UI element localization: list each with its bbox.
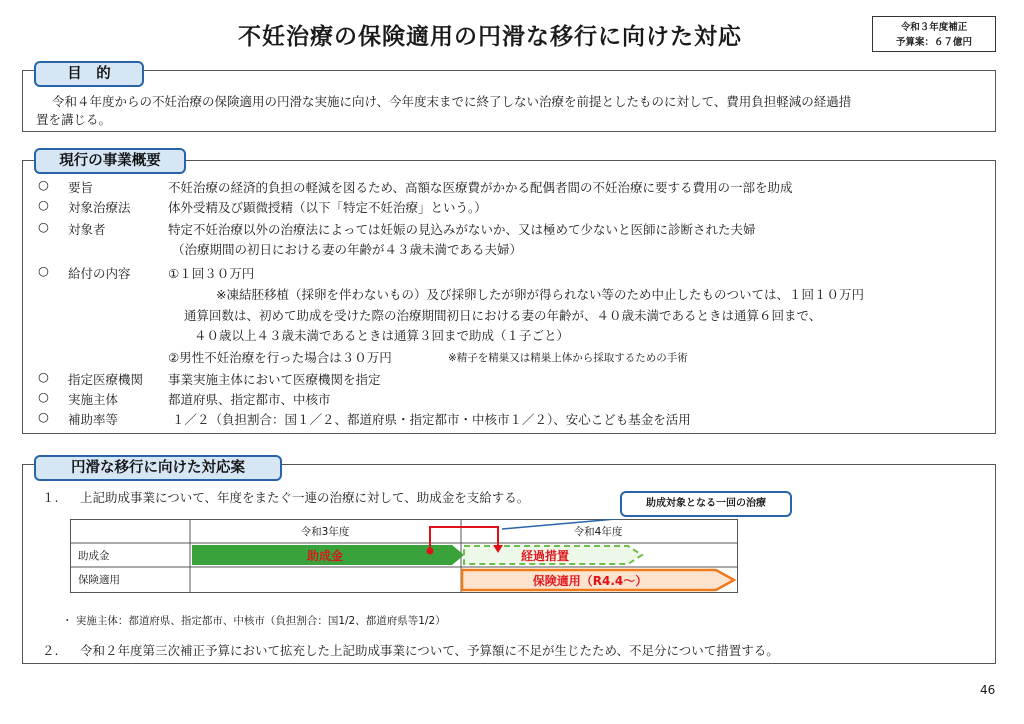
benefit-note-3: ４０歳以上４３歳未満であるときは通算３回まで助成（１子ごと） bbox=[194, 328, 570, 343]
overview-value-subsidy: １／２（負担割合：国１／２、都道府県・指定都市・中核市１／２）、安心こども基金を活用 bbox=[172, 412, 691, 427]
diagram-row-grant-label: 助成金 bbox=[78, 550, 110, 562]
grant-arrow-label: 助成金 bbox=[306, 549, 344, 563]
overview-value-treatment: 体外受精及び顕微授精（以下「特定不妊治療」という。） bbox=[168, 200, 487, 215]
male-benefit-note: ※精子を精巣又は精巣上体から採取するための手術 bbox=[448, 352, 688, 364]
bullet-circle: ○ bbox=[38, 197, 49, 212]
transition-arrow-label: 経過措置 bbox=[520, 549, 570, 563]
overview-value-target-2: （治療期間の初日における妻の年齢が４３歳未満である夫婦） bbox=[172, 242, 523, 257]
implementer-note: ・ 実施主体：都道府県、指定都市、中核市（負担割合：国1/2、都道府県等1/2） bbox=[62, 615, 446, 627]
transition-tab: 円滑な移行に向けた対応案 bbox=[34, 455, 282, 481]
transition-item-2-number: ２. bbox=[42, 643, 59, 658]
purpose-text-line-1: 令和４年度からの不妊治療の保険適用の円滑な実施に向け、今年度末までに終了しない治療を前提としたものに対して、費用負担軽減の経過措 bbox=[52, 94, 852, 109]
transition-diagram bbox=[70, 519, 738, 593]
budget-line-2: 予算案：６７億円 bbox=[895, 37, 972, 48]
overview-tab: 現行の事業概要 bbox=[34, 148, 186, 174]
overview-value-target: 特定不妊治療以外の治療法によっては妊娠の見込みがないか、又は極めて少ないと医師に診断された夫婦 bbox=[168, 222, 756, 237]
budget-box bbox=[872, 16, 996, 52]
callout-one-treatment: 助成対象となる一回の治療 bbox=[620, 491, 792, 517]
transition-item-1-number: １. bbox=[42, 490, 59, 505]
overview-label-facility: 指定医療機関 bbox=[68, 372, 144, 387]
overview-label-treatment: 対象治療法 bbox=[68, 200, 131, 215]
purpose-tab: 目 的 bbox=[34, 61, 144, 87]
insurance-arrow-label: 保険適用（R4.4～） bbox=[532, 574, 648, 588]
purpose-text-line-2: 置を講じる。 bbox=[36, 112, 112, 127]
benefit-note-2: 通算回数は、初めて助成を受けた際の治療期間初日における妻の年齢が、４０歳未満であるときは通算６回まで、 bbox=[184, 308, 822, 323]
diagram-year-1: 令和3年度 bbox=[300, 526, 350, 538]
diagram-row-insurance-label: 保険適用 bbox=[78, 574, 120, 586]
bullet-circle: ○ bbox=[38, 369, 49, 384]
transition-item-2: 令和２年度第三次補正予算において拡充した上記助成事業について、予算額に不足が生じたため、不足分について措置する。 bbox=[80, 643, 779, 658]
transition-item-1: 上記助成事業について、年度をまたぐ一連の治療に対して、助成金を支給する。 bbox=[80, 490, 530, 505]
overview-value-summary: 不妊治療の経済的負担の軽減を図るため、高額な医療費がかかる配偶者間の不妊治療に要する費用の一部を助成 bbox=[168, 180, 793, 195]
budget-line-1: 令和３年度補正 bbox=[900, 22, 968, 33]
overview-label-summary: 要旨 bbox=[68, 180, 94, 195]
bullet-circle: ○ bbox=[38, 263, 49, 278]
overview-label-target: 対象者 bbox=[68, 222, 106, 237]
diagram-year-2: 令和4年度 bbox=[573, 526, 623, 538]
bullet-circle: ○ bbox=[38, 219, 49, 234]
benefit-note-1: ※凍結胚移植（採卵を伴わないもの）及び採卵したが卵が得られない等のため中止したものついては、１回１０万円 bbox=[216, 287, 864, 302]
overview-value-implementer: 都道府県、指定都市、中核市 bbox=[168, 392, 331, 407]
bullet-circle: ○ bbox=[38, 177, 49, 192]
overview-label-implementer: 実施主体 bbox=[68, 392, 119, 407]
bullet-circle: ○ bbox=[38, 409, 49, 424]
bullet-circle: ○ bbox=[38, 389, 49, 404]
overview-value-benefit: ①１回３０万円 bbox=[168, 266, 255, 281]
overview-value-facility: 事業実施主体において医療機関を指定 bbox=[168, 372, 381, 387]
overview-label-benefit: 給付の内容 bbox=[68, 266, 131, 281]
page-title: 不妊治療の保険適用の円滑な移行に向けた対応 bbox=[238, 24, 742, 50]
overview-label-subsidy: 補助率等 bbox=[68, 412, 119, 427]
page-number: 46 bbox=[980, 683, 996, 697]
male-benefit: ②男性不妊治療を行った場合は３０万円 bbox=[168, 350, 392, 365]
